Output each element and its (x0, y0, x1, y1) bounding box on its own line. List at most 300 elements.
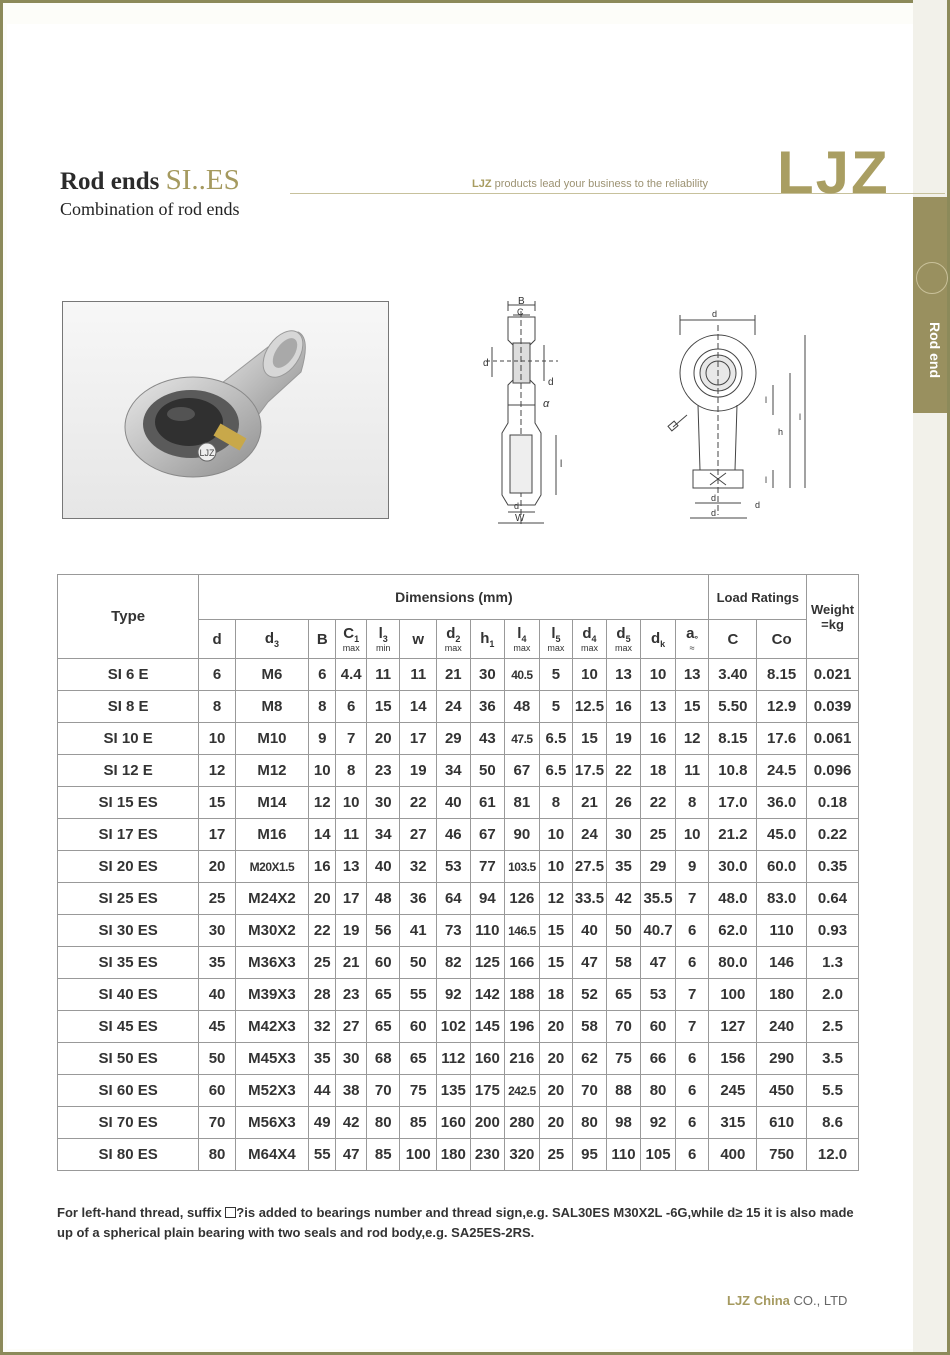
label-d: d (483, 358, 489, 369)
table-cell: 11 (675, 755, 709, 787)
table-cell: 160 (437, 1107, 471, 1139)
table-cell: 22 (641, 787, 676, 819)
label-l4: l (799, 412, 801, 422)
type-cell: SI 40 ES (58, 979, 199, 1011)
label-h1: h (778, 427, 784, 437)
table-cell: 30 (606, 819, 641, 851)
table-cell: 126 (505, 883, 540, 915)
tab-emblem (916, 262, 948, 294)
table-cell: 10 (539, 819, 573, 851)
table-cell: 53 (437, 851, 471, 883)
table-cell: 34 (437, 755, 471, 787)
table-cell: 67 (470, 819, 505, 851)
table-cell: 67 (505, 755, 540, 787)
table-cell: 145 (470, 1011, 505, 1043)
label-dk: d (548, 377, 554, 388)
table-cell: M56X3 (235, 1107, 308, 1139)
table-cell: M8 (235, 691, 308, 723)
table-cell: M64X4 (235, 1139, 308, 1171)
column-header (539, 620, 573, 659)
footer-brand: LJZ (727, 1293, 751, 1308)
table-cell: 58 (606, 947, 641, 979)
column-header (606, 620, 641, 659)
table-cell: 62 (573, 1043, 607, 1075)
table-cell: 33.5 (573, 883, 607, 915)
table-row (58, 1011, 859, 1043)
table-cell: 216 (505, 1043, 540, 1075)
column-limit: max (580, 643, 598, 653)
specification-table (57, 574, 859, 1171)
footer-company (727, 1293, 847, 1308)
column-subscript: 2 (455, 634, 461, 644)
weight-header-label: Weight (810, 601, 855, 617)
table-cell: 15 (573, 723, 607, 755)
table-row (58, 723, 859, 755)
table-cell: 175 (470, 1075, 505, 1107)
column-subscript: 1 (354, 634, 360, 644)
weight-header-unit: =kg (821, 616, 844, 632)
type-cell: SI 8 E (58, 691, 199, 723)
weight-header (807, 575, 859, 659)
table-cell: M16 (235, 819, 308, 851)
table-cell: 8.15 (709, 723, 757, 755)
table-cell: 48 (366, 883, 400, 915)
table-cell: 25 (539, 1139, 573, 1171)
table-cell: 12.9 (757, 691, 807, 723)
table-cell: 22 (400, 787, 437, 819)
table-cell: 103.5 (505, 851, 540, 883)
table-cell: 30 (470, 659, 505, 691)
page-title (60, 164, 240, 197)
table-cell: 24 (437, 691, 471, 723)
table-cell: 110 (757, 915, 807, 947)
table-cell: 23 (336, 979, 366, 1011)
label-B: B (518, 296, 525, 307)
table-cell: 19 (336, 915, 366, 947)
table-cell: 0.061 (807, 723, 859, 755)
table-cell: 10 (675, 819, 709, 851)
table-cell: 17 (336, 883, 366, 915)
table-cell: 127 (709, 1011, 757, 1043)
table-cell: 30 (199, 915, 236, 947)
table-cell: 88 (606, 1075, 641, 1107)
table-cell: 14 (400, 691, 437, 723)
table-cell: M6 (235, 659, 308, 691)
table-cell: 5 (539, 659, 573, 691)
column-limit: max (615, 643, 633, 653)
table-cell: 27 (400, 819, 437, 851)
type-cell: SI 60 ES (58, 1075, 199, 1107)
column-symbol: d (582, 625, 592, 642)
table-cell: 7 (675, 1011, 709, 1043)
table-cell: 75 (400, 1075, 437, 1107)
table-cell: 22 (606, 755, 641, 787)
table-cell: 32 (400, 851, 437, 883)
table-cell: M20X1.5 (235, 851, 308, 883)
rod-end-side-drawing (478, 295, 578, 530)
table-cell: 102 (437, 1011, 471, 1043)
table-cell: M45X3 (235, 1043, 308, 1075)
table-cell: 13 (641, 691, 676, 723)
table-cell: 196 (505, 1011, 540, 1043)
table-cell: 2.0 (807, 979, 859, 1011)
table-cell: 17 (400, 723, 437, 755)
column-symbol: h (480, 629, 490, 647)
table-cell: 20 (539, 1075, 573, 1107)
suffix-box-icon (225, 1207, 236, 1218)
column-symbol: d (212, 630, 222, 648)
table-cell: 92 (641, 1107, 676, 1139)
table-cell: 5.5 (807, 1075, 859, 1107)
table-cell: 60 (641, 1011, 676, 1043)
footer-china: China (753, 1293, 790, 1308)
table-cell: 280 (505, 1107, 540, 1139)
column-symbol: d (616, 625, 626, 642)
table-cell: 50 (400, 947, 437, 979)
label-d3: d (514, 501, 520, 511)
table-cell: 29 (641, 851, 676, 883)
table-cell: 17 (199, 819, 236, 851)
column-header (235, 620, 308, 659)
table-cell: 26 (606, 787, 641, 819)
table-cell: 166 (505, 947, 540, 979)
table-cell: 17.5 (573, 755, 607, 787)
column-limit: min (375, 643, 391, 653)
label-d2: d (712, 309, 718, 319)
table-cell: M14 (235, 787, 308, 819)
table-cell: 22 (309, 915, 336, 947)
table-cell: 8.15 (757, 659, 807, 691)
column-symbol: w (412, 630, 425, 648)
table-cell: 94 (470, 883, 505, 915)
table-cell: 125 (470, 947, 505, 979)
table-cell: 40 (573, 915, 607, 947)
table-cell: 15 (366, 691, 400, 723)
table-cell: 320 (505, 1139, 540, 1171)
table-cell: 44 (309, 1075, 336, 1107)
title-series: SI..ES (165, 164, 240, 196)
table-cell: 6.5 (539, 723, 573, 755)
table-cell: 19 (606, 723, 641, 755)
table-cell: 12 (539, 883, 573, 915)
table-cell: 50 (470, 755, 505, 787)
table-cell: 40 (199, 979, 236, 1011)
table-cell: 188 (505, 979, 540, 1011)
table-cell: 105 (641, 1139, 676, 1171)
type-cell: SI 15 ES (58, 787, 199, 819)
table-cell: 11 (366, 659, 400, 691)
table-cell: 142 (470, 979, 505, 1011)
column-header (400, 620, 437, 659)
table-cell: 20 (539, 1107, 573, 1139)
table-cell: 15 (539, 947, 573, 979)
table-cell: 9 (309, 723, 336, 755)
table-cell: 21 (437, 659, 471, 691)
table-cell: 450 (757, 1075, 807, 1107)
table-cell: 8 (309, 691, 336, 723)
table-cell: 80 (199, 1139, 236, 1171)
table-cell: 6 (675, 1043, 709, 1075)
table-row (58, 947, 859, 979)
table-cell: 146.5 (505, 915, 540, 947)
type-cell: SI 17 ES (58, 819, 199, 851)
table-row (58, 1139, 859, 1171)
table-cell: 12 (309, 787, 336, 819)
table-cell: 20 (366, 723, 400, 755)
table-cell: 46 (437, 819, 471, 851)
table-cell: 42 (336, 1107, 366, 1139)
column-subscript: 3 (382, 634, 388, 644)
table-row (58, 1107, 859, 1139)
tagline-brand: LJZ (472, 178, 492, 190)
table-cell: 52 (573, 979, 607, 1011)
table-cell: 92 (437, 979, 471, 1011)
product-photo (62, 301, 389, 519)
column-header (641, 620, 676, 659)
table-cell: 95 (573, 1139, 607, 1171)
column-limit: max (444, 643, 462, 653)
type-cell: SI 12 E (58, 755, 199, 787)
table-cell: 36 (470, 691, 505, 723)
table-cell: 40 (437, 787, 471, 819)
table-cell: 34 (366, 819, 400, 851)
table-cell: 36 (400, 883, 437, 915)
table-cell: 55 (400, 979, 437, 1011)
footnote-part1: For left-hand thread, suffix (57, 1205, 222, 1220)
table-cell: 6.5 (539, 755, 573, 787)
table-cell: 0.096 (807, 755, 859, 787)
table-cell: 290 (757, 1043, 807, 1075)
table-cell: 30.0 (709, 851, 757, 883)
table-cell: 230 (470, 1139, 505, 1171)
table-cell: 32 (309, 1011, 336, 1043)
type-cell: SI 6 E (58, 659, 199, 691)
label-alpha: α (543, 398, 550, 410)
column-limit: ≈ (689, 643, 695, 653)
table-cell: 5 (539, 691, 573, 723)
column-header (309, 620, 336, 659)
table-row (58, 1075, 859, 1107)
table-cell: 81 (505, 787, 540, 819)
table-cell: 17.0 (709, 787, 757, 819)
column-symbol: d (446, 625, 456, 642)
table-cell: 12.0 (807, 1139, 859, 1171)
label-W: W (515, 513, 525, 524)
table-cell: 29 (437, 723, 471, 755)
table-cell: M10 (235, 723, 308, 755)
table-cell: 7 (675, 883, 709, 915)
label-d4-side: d (755, 500, 761, 510)
table-cell: 10 (309, 755, 336, 787)
table-cell: 245 (709, 1075, 757, 1107)
footnote-part3: 15 it is also made up of a spherical plain bearing with two seals and rod body,e.g. SA25ES-2RS. (57, 1205, 854, 1240)
column-header (470, 620, 505, 659)
table-cell: 85 (400, 1107, 437, 1139)
table-cell: 16 (309, 851, 336, 883)
column-subscript: 4 (591, 634, 597, 644)
table-cell: 1.3 (807, 947, 859, 979)
table-cell: 18 (539, 979, 573, 1011)
label-l5: l (765, 475, 767, 485)
table-cell: 6 (675, 947, 709, 979)
table-cell: M39X3 (235, 979, 308, 1011)
table-cell: 0.18 (807, 787, 859, 819)
column-header (505, 620, 540, 659)
table-cell: M12 (235, 755, 308, 787)
table-row (58, 883, 859, 915)
column-symbol: C (343, 625, 355, 642)
table-cell: 50 (606, 915, 641, 947)
column-header (336, 620, 366, 659)
table-cell: 15 (199, 787, 236, 819)
table-cell: 21 (336, 947, 366, 979)
column-symbol: d (650, 629, 661, 647)
column-subscript: 3 (274, 638, 280, 649)
table-cell: 80 (573, 1107, 607, 1139)
column-symbol: l (551, 625, 556, 642)
table-cell: 20 (199, 851, 236, 883)
title-bold: Rod ends (60, 168, 160, 195)
table-cell: 73 (437, 915, 471, 947)
table-cell: 23 (366, 755, 400, 787)
table-cell: 400 (709, 1139, 757, 1171)
table-cell: 48.0 (709, 883, 757, 915)
table-row (58, 819, 859, 851)
table-cell: 16 (641, 723, 676, 755)
table-cell: 3.40 (709, 659, 757, 691)
table-cell: 47 (573, 947, 607, 979)
table-cell: 65 (366, 1011, 400, 1043)
table-cell: 60 (366, 947, 400, 979)
table-cell: 70 (199, 1107, 236, 1139)
table-cell: 56 (366, 915, 400, 947)
table-cell: 49 (309, 1107, 336, 1139)
table-cell: 35 (309, 1043, 336, 1075)
table-cell: 6 (675, 1139, 709, 1171)
table-row (58, 979, 859, 1011)
table-cell: 110 (470, 915, 505, 947)
type-cell: SI 70 ES (58, 1107, 199, 1139)
table-cell: 7 (675, 979, 709, 1011)
table-cell: 160 (470, 1043, 505, 1075)
table-cell: 65 (400, 1043, 437, 1075)
table-cell: 80 (641, 1075, 676, 1107)
table-cell: 27.5 (573, 851, 607, 883)
table-cell: 10 (573, 659, 607, 691)
table-cell: 10 (199, 723, 236, 755)
table-cell: 750 (757, 1139, 807, 1171)
table-cell: 65 (366, 979, 400, 1011)
table-cell: 15 (675, 691, 709, 723)
table-cell: 12.5 (573, 691, 607, 723)
column-header (199, 620, 236, 659)
table-cell: 13 (336, 851, 366, 883)
load-column-header: Co (757, 620, 807, 659)
table-cell: 0.039 (807, 691, 859, 723)
table-cell: 5.50 (709, 691, 757, 723)
table-cell: 53 (641, 979, 676, 1011)
table-cell: 47 (336, 1139, 366, 1171)
column-symbol: a (686, 625, 695, 642)
table-cell: 6 (199, 659, 236, 691)
table-cell: 35 (606, 851, 641, 883)
column-symbol: B (316, 630, 328, 648)
table-cell: 9 (675, 851, 709, 883)
table-cell: 6 (675, 1107, 709, 1139)
table-cell: 47.5 (505, 723, 540, 755)
table-cell: 0.22 (807, 819, 859, 851)
footnote (57, 1203, 857, 1243)
table-cell: 610 (757, 1107, 807, 1139)
table-cell: 35.5 (641, 883, 676, 915)
table-cell: 41 (400, 915, 437, 947)
table-cell: M52X3 (235, 1075, 308, 1107)
type-header: Type (58, 575, 199, 659)
table-cell: 48 (505, 691, 540, 723)
dimensions-header: Dimensions (mm) (199, 575, 709, 620)
column-subscript: ° (694, 634, 699, 644)
table-row (58, 691, 859, 723)
table-cell: 0.64 (807, 883, 859, 915)
type-cell: SI 35 ES (58, 947, 199, 979)
footnote-part2: ?is added to bearings number and thread sign,e.g. SAL30ES M30X2L -6G,while d (236, 1205, 736, 1220)
table-row (58, 1043, 859, 1075)
table-cell: 75 (606, 1043, 641, 1075)
table-row (58, 755, 859, 787)
table-cell: 66 (641, 1043, 676, 1075)
table-cell: 8 (675, 787, 709, 819)
table-cell: 7 (336, 723, 366, 755)
table-cell: 200 (470, 1107, 505, 1139)
table-cell: 19 (400, 755, 437, 787)
column-header (437, 620, 471, 659)
rod-end-front-drawing (665, 305, 820, 530)
column-limit: max (342, 643, 360, 653)
label-l3: l (560, 459, 563, 470)
greater-equal-symbol: ≥ (735, 1205, 743, 1220)
column-symbol: l (517, 625, 522, 642)
table-cell: 10 (336, 787, 366, 819)
table-cell: 83.0 (757, 883, 807, 915)
table-cell: M30X2 (235, 915, 308, 947)
table-cell: 20 (539, 1011, 573, 1043)
table-cell: 10 (641, 659, 676, 691)
column-header (675, 620, 709, 659)
table-cell: 45.0 (757, 819, 807, 851)
table-cell: 6 (675, 915, 709, 947)
table-cell: 100 (400, 1139, 437, 1171)
table-cell: 10.8 (709, 755, 757, 787)
table-cell: 25 (309, 947, 336, 979)
label-l7: l (765, 395, 767, 405)
table-cell: 13 (675, 659, 709, 691)
column-subscript: k (660, 638, 666, 649)
table-cell: 13 (606, 659, 641, 691)
table-cell: 64 (437, 883, 471, 915)
type-cell: SI 80 ES (58, 1139, 199, 1171)
type-cell: SI 45 ES (58, 1011, 199, 1043)
table-cell: 4.4 (336, 659, 366, 691)
photo-stamp: LJZ (199, 448, 215, 458)
table-cell: 36.0 (757, 787, 807, 819)
table-cell: 30 (366, 787, 400, 819)
table-cell: M36X3 (235, 947, 308, 979)
table-cell: 0.93 (807, 915, 859, 947)
table-cell: 8 (336, 755, 366, 787)
footer-company-suffix: CO., LTD (793, 1293, 848, 1308)
table-cell: 82 (437, 947, 471, 979)
table-cell: 60 (400, 1011, 437, 1043)
